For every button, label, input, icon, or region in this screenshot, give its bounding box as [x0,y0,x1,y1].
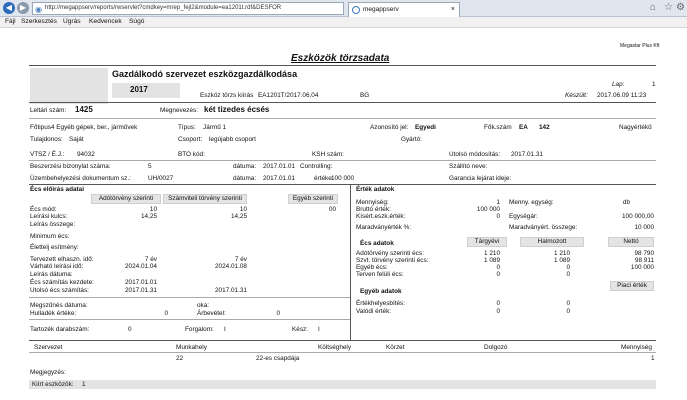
unitprice-label: Egységár: [509,213,538,220]
note-label: Megjegyzés: [30,369,66,376]
other-ecs-net: 100 000 [630,264,654,271]
other-label: Egyéb szerinti [292,195,334,202]
controlling-label: Controlling: [300,163,333,170]
waste-value: 0 [164,310,168,317]
traffic-label: Forgalom: [185,326,214,333]
resamt-label: Maradványért. összege: [509,224,578,231]
org-title: Gazdálkodó szervezet eszközgazdálkodása [112,69,298,79]
gross-label: Bruttó érték: [356,206,391,213]
created-label: Készült: [565,92,588,99]
bto-label: BTO kód: [178,151,205,158]
tax-ecs-net: 98 790 [634,250,654,257]
ready-value: I [318,326,320,333]
divider [29,118,656,119]
count-value: 1 [82,381,86,388]
main-label: Fők.szám [484,124,512,131]
unitprice-value: 100 000,00 [622,213,654,220]
ready-label: Kész: [292,326,308,333]
menu-favorites[interactable]: Kedvencek [89,18,122,25]
writeoff-label: Leírás dátuma: [30,271,73,278]
acc-ecs-net: 98 911 [634,257,654,264]
acc-ecs-acc: 1 089 [554,257,570,264]
id-label: Azonosító jel: [370,124,409,131]
browser-tab[interactable] [348,2,460,17]
divider [29,184,656,185]
accounting-law-label: Számviteli törvény szerinti [168,195,242,202]
residual-label: Maradványérték %: [356,224,412,231]
row-quantity: 1 [651,355,655,362]
net-label: Nettó [623,238,639,245]
browser-toolbar [0,0,687,17]
real-acc: 0 [566,308,570,315]
warranty-label: Garancia lejárat ideje: [449,175,512,182]
left-section-title: Écs előírás adatai [30,186,84,193]
sum-label: Leírás összege: [30,221,76,228]
col-workplace: Munkahely [176,344,207,351]
tab-title: megappserv [363,6,399,13]
traffic-value: I [224,326,226,333]
vtsz-label: VTSZ / É.J.: [30,151,65,158]
menu-help[interactable]: Súgó [129,18,145,25]
purch-label: Beszerzési bizonylat száma: [30,163,111,170]
tax-ecs-acc: 1 210 [554,250,570,257]
mode-other: 00 [328,206,336,213]
exp-tax: 2024.01.04 [125,263,157,270]
year: 2017 [130,85,148,94]
divider [29,319,350,320]
life-label: Élettelj esítmény: [30,244,79,251]
start-tax: 2017.01.01 [125,279,157,286]
resamt-value: 10 000 [634,224,654,231]
parts-label: Tartozék darabszám: [30,326,90,333]
plan-tax: 7 év [144,256,157,263]
tax-ecs-year: 1 210 [484,250,500,257]
mode-acc: 10 [239,206,247,213]
excl-value: 0 [496,213,500,220]
accumulated-button[interactable] [520,237,584,247]
startup-label: Üzembehelyezési dokumentum sz.: [30,175,131,182]
last-label: Utolsó écs számítás: [30,287,89,294]
home-icon[interactable]: ⌂ [650,2,657,13]
real-label: Valódi érték: [356,308,392,315]
sale-acc: 0 [566,300,570,307]
col-costcenter: Költséghely [318,344,352,351]
purch-date: 2017.01.01 [263,163,295,170]
sale-label: Értékhelyesbítés: [356,300,406,307]
real-year: 0 [496,308,500,315]
print-code: EA1201T/2017.06.04 [258,92,319,99]
group-label: Főtipus4 Egyéb gépek, ber., járművek [30,124,138,131]
key-acc: 14,25 [231,213,247,220]
tax-law-button[interactable] [91,194,161,204]
value-class: Nagyértékű [619,124,652,131]
market-value-label: Piaci érték [617,282,647,289]
supplier-label: Szállító neve: [449,163,488,170]
startup-val-label: értéke: [314,175,334,182]
vtsz-value: 94032 [77,151,95,158]
gross-value: 100 000 [476,206,500,213]
favorites-star-icon[interactable]: ☆ [664,2,673,13]
extra-ecs-acc: 0 [566,271,570,278]
acc-ecs-label: Szvt. törvény szerinti écs: [356,257,429,264]
other-button[interactable] [288,194,338,204]
ecs-section-title: Écs adatok [360,240,394,247]
arb-label: Árbevétel: [197,310,226,317]
page-title: Eszközök törzsadata [291,53,390,64]
col-employee: Dolgozó [484,344,508,351]
parts-value: 0 [128,326,132,333]
key-tax: 14,25 [141,213,157,220]
address-url: http://megappserv/reports/rwservlet?cmdkey=mrep_fejl2&module=ea1201t.rdf&DESFOR [45,5,282,11]
excl-label: Kísért.eszk.érték: [356,213,406,220]
menu-file[interactable]: Fájl [5,18,16,25]
startup-date: 2017.01.01 [263,175,295,182]
back-icon[interactable]: ◀ [3,2,15,14]
divider [29,65,656,66]
logo-placeholder [30,68,108,104]
exp-acc: 2024.01.08 [215,263,247,270]
startup-val: 100 000 [331,175,355,182]
misc-section-title: Egyéb adatok [360,288,402,295]
total-bar [29,380,656,389]
page-label: Lap: [612,81,625,88]
page-number: 1 [652,81,656,88]
id-value: Egyedi [415,124,436,131]
other-ecs-year: 0 [496,264,500,271]
other-ecs-acc: 0 [566,264,570,271]
divider [29,340,656,341]
accounting-law-button[interactable] [163,194,247,204]
plan-label: Tervezett elhaszn. idő: [30,256,94,263]
ie-icon [352,6,360,14]
unit-value: db [622,199,630,206]
accumulated-label: Halmozott [537,238,567,245]
divider [29,102,656,103]
col-quantity: Mennyiség [621,344,652,351]
main-num: 142 [539,124,550,131]
gear-icon[interactable]: ⚙ [676,2,685,13]
min-label: Minimum écs: [30,233,70,240]
exp-label: Várható leírási idő: [30,263,84,270]
last-tax: 2017.01.31 [125,287,157,294]
inv-value: 1425 [75,105,93,114]
start-label: Écs számítás kezdete: [30,279,94,286]
menu-bar [0,17,687,28]
owner-label: Tulajdonos: [30,136,63,143]
column-divider [350,184,351,340]
row-costcenter: 22-es csapdája [256,355,300,362]
lastmod-label: Utolsó módosítás: [449,151,501,158]
address-bar[interactable] [32,2,344,15]
print-flag: BG [360,92,370,99]
forward-icon[interactable]: ▶ [17,2,29,14]
current-year-button[interactable] [467,237,507,247]
type-label: Típus: [178,124,196,131]
lastmod-value: 2017.01.31 [511,151,543,158]
startup-value: UH/0027 [148,175,174,182]
group2-value: legújabb csoport [209,136,256,143]
count-label: Kiírt eszközök: [32,381,74,388]
qty-label: Mennyiség: [356,199,389,206]
type-value: Jármű 1 [203,124,227,131]
end-label: Megszűnés dátuma: [30,302,88,309]
owner-value: Saját [69,136,84,143]
extra-ecs-label: Terven felüli écs: [356,271,404,278]
key-label: Leírási kulcs: [30,213,68,220]
unit-label: Menny. egység: [509,199,554,206]
mode-tax: 10 [149,206,157,213]
vendor: Megastar Plus Kft [620,43,660,49]
right-section-title: Érték adatok [356,186,395,193]
created-value: 2017.06.09 11:23 [597,92,647,99]
arb-value: 0 [276,310,280,317]
current-year-label: Tárgyévi [474,238,500,245]
plan-acc: 7 év [234,256,247,263]
last-acc: 2017.01.31 [215,287,247,294]
qty-value: 1 [496,199,500,206]
divider [29,297,350,298]
market-value-button[interactable] [610,281,654,291]
col-district: Körzet [386,344,405,351]
name-label: Megnevezés: [160,107,199,114]
name-value: két tizedes écsés [204,105,270,114]
extra-ecs-year: 0 [496,271,500,278]
row-workplace: 22 [176,355,184,362]
reason-label: oka: [197,302,210,309]
close-tab-icon[interactable]: × [450,6,455,13]
ksh-label: KSH szám: [312,151,344,158]
main-ea: EA [519,124,528,131]
divider [29,352,656,353]
net-button[interactable] [608,237,654,247]
menu-go[interactable]: Ugrás [63,18,81,25]
mode-label: Écs mód: [30,206,57,213]
col-org: Szervezet [34,344,63,351]
page-icon: ◉ [35,5,42,14]
group2-label: Csoport: [178,136,203,143]
startup-date-label: dátuma: [233,175,257,182]
divider [29,160,656,161]
print-label: Eszköz törzs kiírás [200,92,254,99]
tax-ecs-label: Adótörvény szerinti écs: [356,250,424,257]
purch-value: 5 [148,163,152,170]
purch-date-label: dátuma: [233,163,257,170]
acc-ecs-year: 1 089 [484,257,500,264]
sale-year: 0 [496,300,500,307]
other-ecs-label: Egyéb écs: [356,264,388,271]
menu-edit[interactable]: Szerkesztés [21,18,57,25]
inv-label: Leltári szám: [30,107,67,114]
tax-law-label: Adótörvény szerinti [98,195,154,202]
waste-label: Hulladék értéke: [30,310,77,317]
maker-label: Gyártó: [401,136,422,143]
